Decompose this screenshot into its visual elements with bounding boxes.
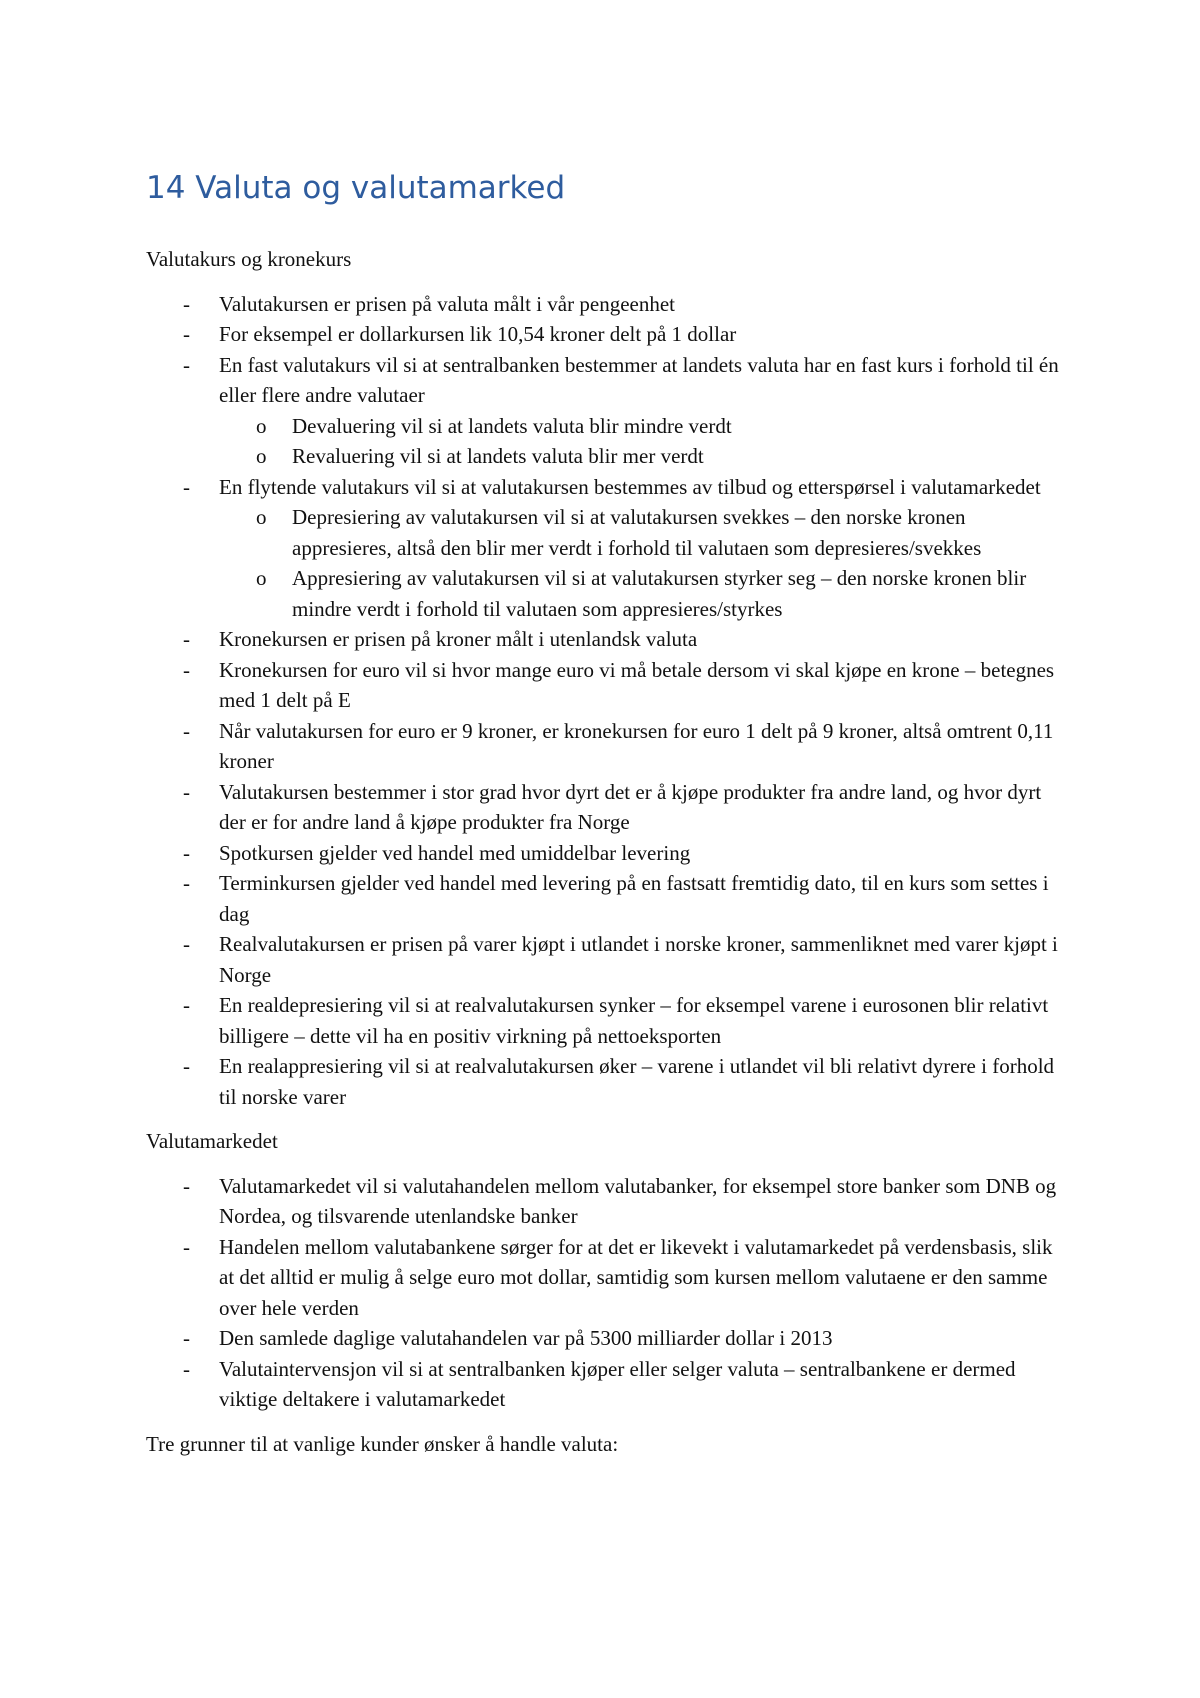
list-item-text: Terminkursen gjelder ved handel med levering på en fastsatt fremtidig dato, til en kurs som settes i dag [219, 871, 1049, 926]
list-item [146, 1051, 1066, 1112]
list-item-text: Realvalutakursen er prisen på varer kjøpt i utlandet i norske kroner, sammenliknet med varer kjøpt i Norge [219, 932, 1058, 987]
list-item [146, 472, 1066, 625]
bullet-list [146, 289, 1066, 1113]
dash-bullet: - [183, 627, 190, 651]
dash-bullet: - [183, 993, 190, 1017]
sub-list-item-text: Appresiering av valutakursen vil si at valutakursen styrker seg – den norske kronen blir mindre verdt i forhold til valutaen som appresieres/styrkes [292, 566, 1027, 621]
dash-bullet: - [183, 1173, 190, 1198]
list-item [146, 1232, 1066, 1324]
dash-bullet: - [183, 932, 190, 956]
list-item [146, 929, 1066, 990]
list-item [146, 1323, 1066, 1354]
list-item [146, 350, 1066, 472]
dash-bullet: - [183, 474, 190, 499]
list-item-text: Kronekursen for euro vil si hvor mange euro vi må betale dersom vi skal kjøpe en krone – betegnes med 1 delt på E [219, 657, 1055, 712]
list-item [146, 716, 1066, 777]
dash-bullet: - [183, 1054, 190, 1078]
list-item-text: En flytende valutakurs vil si at valutakursen bestemmes av tilbud og etterspørsel i valutamarkedet [219, 474, 1041, 499]
dash-bullet: - [183, 779, 190, 804]
sub-bullet-list [219, 502, 1066, 624]
dash-bullet: - [183, 352, 190, 377]
circle-bullet: o [256, 566, 267, 590]
dash-bullet: - [183, 718, 190, 743]
list-item-text: Kronekursen er prisen på kroner målt i utenlandsk valuta [219, 627, 698, 651]
bullet-list [146, 1171, 1066, 1415]
section-heading: Valutamarkedet [146, 1129, 278, 1153]
sub-bullet-list [219, 411, 1066, 472]
list-item-text: En realdepresiering vil si at realvalutakursen synker – for eksempel varene i eurosonen blir relativt billigere – dette vil ha en positiv virkning på nettoeksporten [219, 993, 1049, 1048]
list-item [146, 868, 1066, 929]
list-item-text: Spotkursen gjelder ved handel med umiddelbar levering [219, 840, 691, 865]
list-item [146, 289, 1066, 320]
sub-list-item-text: Revaluering vil si at landets valuta blir mer verdt [292, 444, 704, 468]
list-item [146, 777, 1066, 838]
circle-bullet: o [256, 505, 267, 529]
list-item [146, 1171, 1066, 1232]
sub-list-item-text: Devaluering vil si at landets valuta blir mindre verdt [292, 413, 732, 438]
list-item-text: For eksempel er dollarkursen lik 10,54 kroner delt på 1 dollar [219, 322, 737, 346]
list-item-text: Den samlede daglige valutahandelen var på 5300 milliarder dollar i 2013 [219, 1326, 833, 1350]
dash-bullet: - [183, 1326, 190, 1350]
list-item-text: Valutakursen er prisen på valuta målt i vår pengeenhet [219, 291, 675, 316]
sub-list-item [219, 441, 1066, 472]
dash-bullet: - [183, 291, 190, 316]
list-item [146, 319, 1066, 350]
list-item-text: Valutakursen bestemmer i stor grad hvor dyrt det er å kjøpe produkter fra andre land, og hvor dyrt der er for andre land å kjøpe produkter fra Norge [219, 779, 1042, 834]
dash-bullet: - [183, 322, 190, 346]
list-item [146, 838, 1066, 869]
sub-list-item [219, 411, 1066, 442]
list-item [146, 624, 1066, 655]
sub-list-item [219, 502, 1066, 563]
sub-list-item-text: Depresiering av valutakursen vil si at valutakursen svekkes – den norske kronen appresieres, altså den blir mer verdt i forhold til valutaen som depresieres/svekkes [292, 505, 982, 560]
list-item [146, 655, 1066, 716]
page-title: 14 Valuta og valutamarked [146, 170, 566, 206]
list-item-text: Handelen mellom valutabankene sørger for at det er likevekt i valutamarkedet på verdensbasis, slik at det alltid er mulig å selge euro mot dollar, samtidig som kursen mellom valutaene er den samme over hele verden [219, 1234, 1053, 1320]
list-item-text: En fast valutakurs vil si at sentralbanken bestemmer at landets valuta har en fast kurs i forhold til én eller flere andre valutaer [219, 352, 1059, 407]
circle-bullet: o [256, 444, 267, 468]
list-item-text: En realappresiering vil si at realvalutakursen øker – varene i utlandet vil bli relativt dyrere i forhold til norske varer [219, 1054, 1055, 1109]
dash-bullet: - [183, 840, 190, 865]
list-item [146, 990, 1066, 1051]
dash-bullet: - [183, 657, 190, 682]
circle-bullet: o [256, 413, 267, 438]
document-body [146, 168, 1066, 1473]
list-item-text: Valutaintervensjon vil si at sentralbanken kjøper eller selger valuta – sentralbankene er dermed viktige deltakere i valutamarkedet [219, 1356, 1016, 1411]
dash-bullet: - [183, 1234, 190, 1259]
list-item [146, 1354, 1066, 1415]
dash-bullet: - [183, 1356, 190, 1381]
section-heading: Valutakurs og kronekurs [146, 247, 352, 271]
sections-container [146, 244, 1066, 1459]
sub-list-item [219, 563, 1066, 624]
list-item-text: Når valutakursen for euro er 9 kroner, er kronekursen for euro 1 delt på 9 kroner, altså omtrent 0,11 kroner [219, 718, 1054, 773]
dash-bullet: - [183, 871, 190, 895]
section-heading: Tre grunner til at vanlige kunder ønsker å handle valuta: [146, 1431, 619, 1456]
list-item-text: Valutamarkedet vil si valutahandelen mellom valutabanker, for eksempel store banker som DNB og Nordea, og tilsvarende utenlandske banker [219, 1173, 1057, 1228]
